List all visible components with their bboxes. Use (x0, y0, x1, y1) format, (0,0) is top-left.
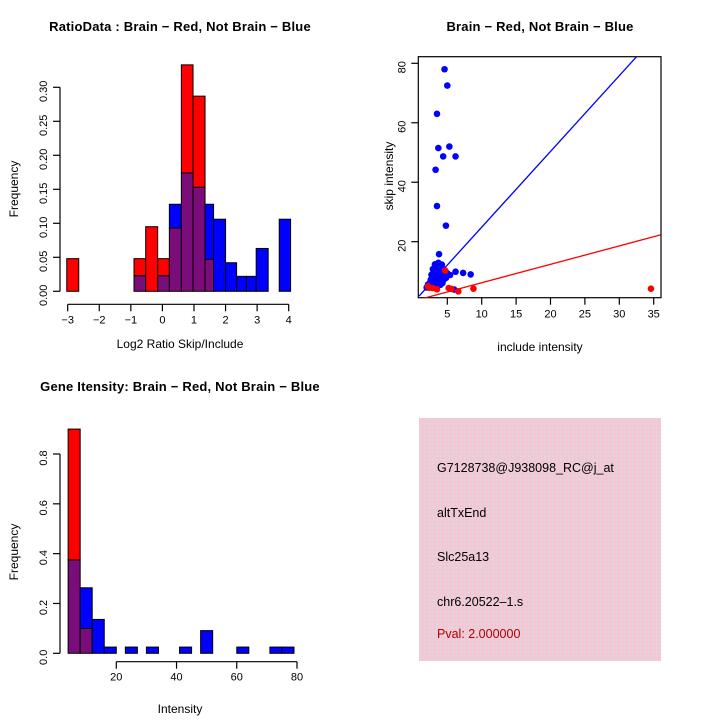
gene-intensity-histogram-xlabel: Intensity (157, 702, 203, 716)
probe-id-text: G7128738@J938098_RC@j_at (437, 461, 614, 475)
svg-text:80: 80 (396, 61, 409, 74)
svg-text:25: 25 (578, 308, 592, 321)
svg-text:30: 30 (613, 308, 626, 321)
svg-text:−2: −2 (92, 314, 106, 327)
svg-text:0.00: 0.00 (38, 284, 50, 307)
svg-text:0.0: 0.0 (38, 649, 50, 665)
svg-text:1: 1 (190, 314, 198, 327)
pval-text: Pval: 2.000000 (437, 627, 521, 641)
svg-text:40: 40 (396, 180, 409, 193)
svg-text:35: 35 (647, 308, 660, 321)
ratio-histogram-xlabel: Log2 Ratio Skip/Include (116, 337, 244, 351)
gene-info-panel (360, 360, 720, 720)
ratio-histogram-panel (0, 0, 360, 360)
gene-intensity-histogram-plot (0, 360, 360, 720)
gene-intensity-histogram-ylabel: Frequency (7, 523, 21, 581)
event-type-text: altTxEnd (437, 506, 487, 520)
svg-text:3: 3 (254, 314, 261, 327)
svg-text:40: 40 (170, 671, 183, 684)
svg-text:5: 5 (444, 308, 451, 321)
svg-text:0.20: 0.20 (38, 148, 50, 171)
svg-text:0: 0 (159, 314, 166, 327)
svg-text:20: 20 (110, 671, 123, 684)
svg-text:4: 4 (285, 314, 292, 327)
svg-text:−1: −1 (124, 314, 138, 327)
location-text: chr6.20522–1.s (437, 595, 524, 609)
gene-intensity-histogram-panel (0, 360, 360, 720)
intensity-scatter-ylabel: skip intensity (382, 141, 396, 211)
svg-text:20: 20 (544, 308, 557, 321)
svg-text:0.6: 0.6 (38, 500, 50, 516)
svg-text:0.10: 0.10 (38, 216, 50, 239)
svg-text:60: 60 (396, 120, 409, 133)
ratio-histogram-plot (0, 0, 360, 360)
svg-text:0.2: 0.2 (38, 599, 50, 616)
intensity-scatter-title: Brain − Red, Not Brain − Blue (446, 19, 634, 34)
gene-info-box (419, 418, 661, 661)
svg-text:10: 10 (475, 308, 488, 321)
svg-text:60: 60 (230, 671, 243, 684)
ratio-histogram-title: RatioData : Brain − Red, Not Brain − Blue (49, 19, 311, 34)
intensity-scatter-plot (360, 0, 720, 360)
svg-text:2: 2 (222, 314, 229, 327)
svg-text:−3: −3 (61, 314, 74, 327)
svg-text:0.15: 0.15 (38, 182, 50, 205)
intensity-scatter-xlabel: include intensity (497, 340, 583, 354)
svg-text:15: 15 (509, 308, 523, 321)
svg-text:0.25: 0.25 (38, 114, 50, 137)
svg-text:0.30: 0.30 (38, 80, 50, 103)
svg-text:20: 20 (396, 239, 409, 252)
ratio-histogram-ylabel: Frequency (7, 160, 21, 218)
svg-text:0.05: 0.05 (38, 250, 50, 273)
svg-text:0.4: 0.4 (38, 550, 50, 566)
gene-symbol-text: Slc25a13 (437, 550, 490, 564)
intensity-scatter-panel (360, 0, 720, 360)
svg-text:80: 80 (290, 671, 304, 684)
gene-intensity-histogram-title: Gene Itensity: Brain − Red, Not Brain − Blue (40, 379, 320, 394)
svg-text:0.8: 0.8 (38, 450, 50, 466)
